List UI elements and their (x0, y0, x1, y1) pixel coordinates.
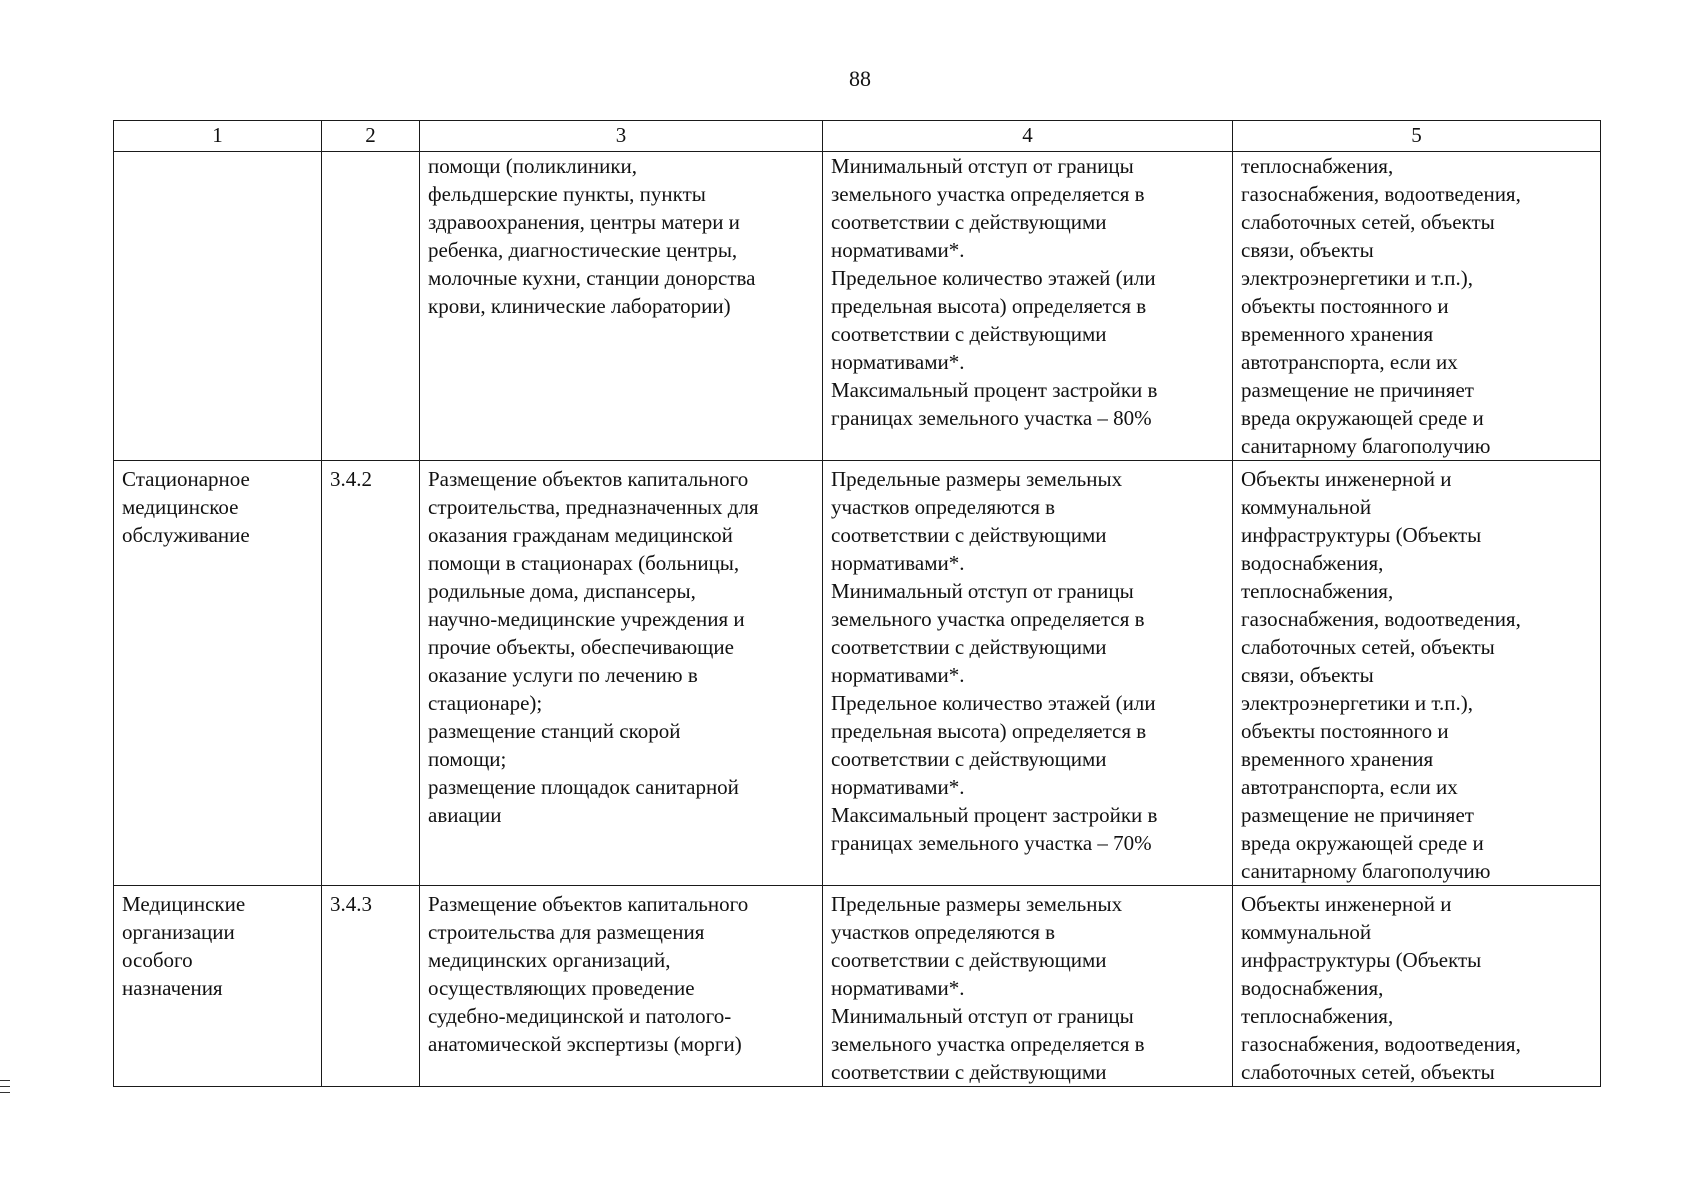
cell-text-line: научно-медицинские учреждения и (428, 607, 745, 631)
cell-text-line: Минимальный отступ от границы (831, 154, 1134, 178)
cell-text-line: размещение площадок санитарной (428, 775, 739, 799)
cell-text-line: Максимальный процент застройки в (831, 378, 1158, 402)
use-type-name-cell (114, 461, 322, 886)
cell-text-line: родильные дома, диспансеры, (428, 579, 696, 603)
cell-text-line: помощи; (428, 747, 507, 771)
cell-text-line: объекты постоянного и (1241, 719, 1449, 743)
auxiliary-uses-cell (1233, 886, 1601, 1087)
cell-text-line: Минимальный отступ от границы (831, 1004, 1134, 1028)
page-number: 88 (849, 66, 871, 91)
cell-text-line: Объекты инженерной и (1241, 467, 1452, 491)
cell-text-line: газоснабжения, водоотведения, (1241, 182, 1521, 206)
cell-text-line: коммунальной (1241, 920, 1372, 944)
cell-text-line: помощи (поликлиники, (428, 154, 638, 178)
cell-text-line: теплоснабжения, (1241, 154, 1394, 178)
cell-text-line: обслуживание (122, 523, 250, 547)
cell-text-line: медицинское (122, 495, 239, 519)
cell-text-line: ребенка, диагностические центры, (428, 238, 738, 262)
cell-text-line: нормативами*. (831, 976, 965, 1000)
cell-text-line: соответствии с действующими (831, 948, 1107, 972)
column-header-2: 2 (322, 121, 420, 152)
cell-text-line: Максимальный процент застройки в (831, 803, 1158, 827)
cell-text-line: автотранспорта, если их (1241, 775, 1458, 799)
cell-text-line: Предельные размеры земельных (831, 892, 1123, 916)
cell-text-line: Объекты инженерной и (1241, 892, 1452, 916)
cell-text-line: Предельное количество этажей (или (831, 266, 1156, 290)
column-header-3: 3 (420, 121, 823, 152)
cell-text-line: слаботочных сетей, объекты (1241, 210, 1495, 234)
cell-text-line: Медицинские (122, 892, 246, 916)
parameters-cell (823, 152, 1233, 461)
cell-text-line: прочие объекты, обеспечивающие (428, 635, 734, 659)
cell-text-line: крови, клинические лаборатории) (428, 294, 731, 318)
cell-text-line: водоснабжения, (1241, 551, 1384, 575)
column-header-1: 1 (114, 121, 322, 152)
cell-text-line: границах земельного участка – 70% (831, 831, 1152, 855)
scan-edge-mark (0, 1092, 10, 1093)
cell-text-line: медицинских организаций, (428, 948, 671, 972)
column-header-5: 5 (1233, 121, 1601, 152)
column-header-4: 4 (823, 121, 1233, 152)
parameters-cell (823, 461, 1233, 886)
cell-text-line: санитарному благополучию (1241, 859, 1491, 883)
cell-text-line: земельного участка определяется в (831, 1032, 1145, 1056)
cell-text-line: Предельное количество этажей (или (831, 691, 1156, 715)
cell-text-line: электроэнергетики и т.п.), (1241, 266, 1473, 290)
cell-text-line: соответствии с действующими (831, 523, 1107, 547)
land-use-table (113, 120, 1601, 1087)
cell-text-line: вреда окружающей среде и (1241, 831, 1484, 855)
cell-text-line: теплоснабжения, (1241, 1004, 1394, 1028)
cell-text-line: предельная высота) определяется в (831, 294, 1147, 318)
cell-text-line: Стационарное (122, 467, 250, 491)
cell-text-line: временного хранения (1241, 747, 1434, 771)
cell-text-line: объекты постоянного и (1241, 294, 1449, 318)
auxiliary-uses-cell (1233, 152, 1601, 461)
cell-text-line: водоснабжения, (1241, 976, 1384, 1000)
cell-text-line: вреда окружающей среде и (1241, 406, 1484, 430)
cell-text-line: осуществляющих проведение (428, 976, 695, 1000)
cell-text-line: нормативами*. (831, 350, 965, 374)
auxiliary-uses-cell (1233, 461, 1601, 886)
cell-text-line: оказания гражданам медицинской (428, 523, 733, 547)
use-type-name-cell (114, 886, 322, 1087)
table-row (114, 461, 1601, 886)
cell-text-line: стационаре); (428, 691, 543, 715)
use-type-code-cell (322, 886, 420, 1087)
cell-text-line: Размещение объектов капитального (428, 892, 749, 916)
cell-text-line: 3.4.2 (330, 467, 372, 491)
cell-text-line: участков определяются в (831, 920, 1056, 944)
cell-text-line: участков определяются в (831, 495, 1056, 519)
use-type-name-cell (114, 152, 322, 461)
use-type-description-cell (420, 461, 823, 886)
cell-text-line: коммунальной (1241, 495, 1372, 519)
cell-text-line: нормативами*. (831, 551, 965, 575)
cell-text-line: связи, объекты (1241, 663, 1374, 687)
cell-text-line: слаботочных сетей, объекты (1241, 635, 1495, 659)
cell-text-line: предельная высота) определяется в (831, 719, 1147, 743)
cell-text-line: авиации (428, 803, 502, 827)
parameters-cell (823, 886, 1233, 1087)
cell-text-line: инфраструктуры (Объекты (1241, 523, 1482, 547)
cell-text-line: строительства, предназначенных для (428, 495, 759, 519)
cell-text-line: размещение не причиняет (1241, 378, 1474, 402)
cell-text-line: соответствии с действующими (831, 747, 1107, 771)
cell-text-line: автотранспорта, если их (1241, 350, 1458, 374)
cell-text-line: соответствии с действующими (831, 635, 1107, 659)
use-type-description-cell (420, 886, 823, 1087)
cell-text-line: судебно-медицинской и патолого- (428, 1004, 732, 1028)
cell-text-line: Размещение объектов капитального (428, 467, 749, 491)
use-type-code-cell (322, 152, 420, 461)
scan-edge-mark (0, 1080, 10, 1081)
table-row (114, 886, 1601, 1087)
cell-text-line: нормативами*. (831, 238, 965, 262)
cell-text-line: нормативами*. (831, 775, 965, 799)
use-type-description-cell (420, 152, 823, 461)
cell-text-line: слаботочных сетей, объекты (1241, 1060, 1495, 1084)
cell-text-line: назначения (122, 976, 223, 1000)
cell-text-line: санитарному благополучию (1241, 434, 1491, 458)
cell-text-line: связи, объекты (1241, 238, 1374, 262)
cell-text-line: размещение станций скорой (428, 719, 681, 743)
cell-text-line: анатомической экспертизы (морги) (428, 1032, 742, 1056)
cell-text-line: газоснабжения, водоотведения, (1241, 1032, 1521, 1056)
cell-text-line: электроэнергетики и т.п.), (1241, 691, 1473, 715)
cell-text-line: фельдшерские пункты, пункты (428, 182, 706, 206)
cell-text-line: соответствии с действующими (831, 210, 1107, 234)
cell-text-line: газоснабжения, водоотведения, (1241, 607, 1521, 631)
cell-text-line: земельного участка определяется в (831, 607, 1145, 631)
cell-text-line: 3.4.3 (330, 892, 372, 916)
cell-text-line: инфраструктуры (Объекты (1241, 948, 1482, 972)
scan-edge-mark (0, 1086, 10, 1087)
cell-text-line: соответствии с действующими (831, 322, 1107, 346)
cell-text-line: молочные кухни, станции донорства (428, 266, 756, 290)
cell-text-line: Минимальный отступ от границы (831, 579, 1134, 603)
cell-text-line: временного хранения (1241, 322, 1434, 346)
cell-text-line: помощи в стационарах (больницы, (428, 551, 740, 575)
cell-text-line: организации (122, 920, 235, 944)
cell-text-line: Предельные размеры земельных (831, 467, 1123, 491)
cell-text-line: особого (122, 948, 193, 972)
cell-text-line: теплоснабжения, (1241, 579, 1394, 603)
table-row (114, 152, 1601, 461)
cell-text-line: строительства для размещения (428, 920, 705, 944)
cell-text-line: оказание услуги по лечению в (428, 663, 698, 687)
header-row (114, 121, 1601, 152)
cell-text-line: соответствии с действующими (831, 1060, 1107, 1084)
cell-text-line: размещение не причиняет (1241, 803, 1474, 827)
cell-text-line: здравоохранения, центры матери и (428, 210, 740, 234)
cell-text-line: земельного участка определяется в (831, 182, 1145, 206)
cell-text-line: границах земельного участка – 80% (831, 406, 1152, 430)
use-type-code-cell (322, 461, 420, 886)
cell-text-line: нормативами*. (831, 663, 965, 687)
